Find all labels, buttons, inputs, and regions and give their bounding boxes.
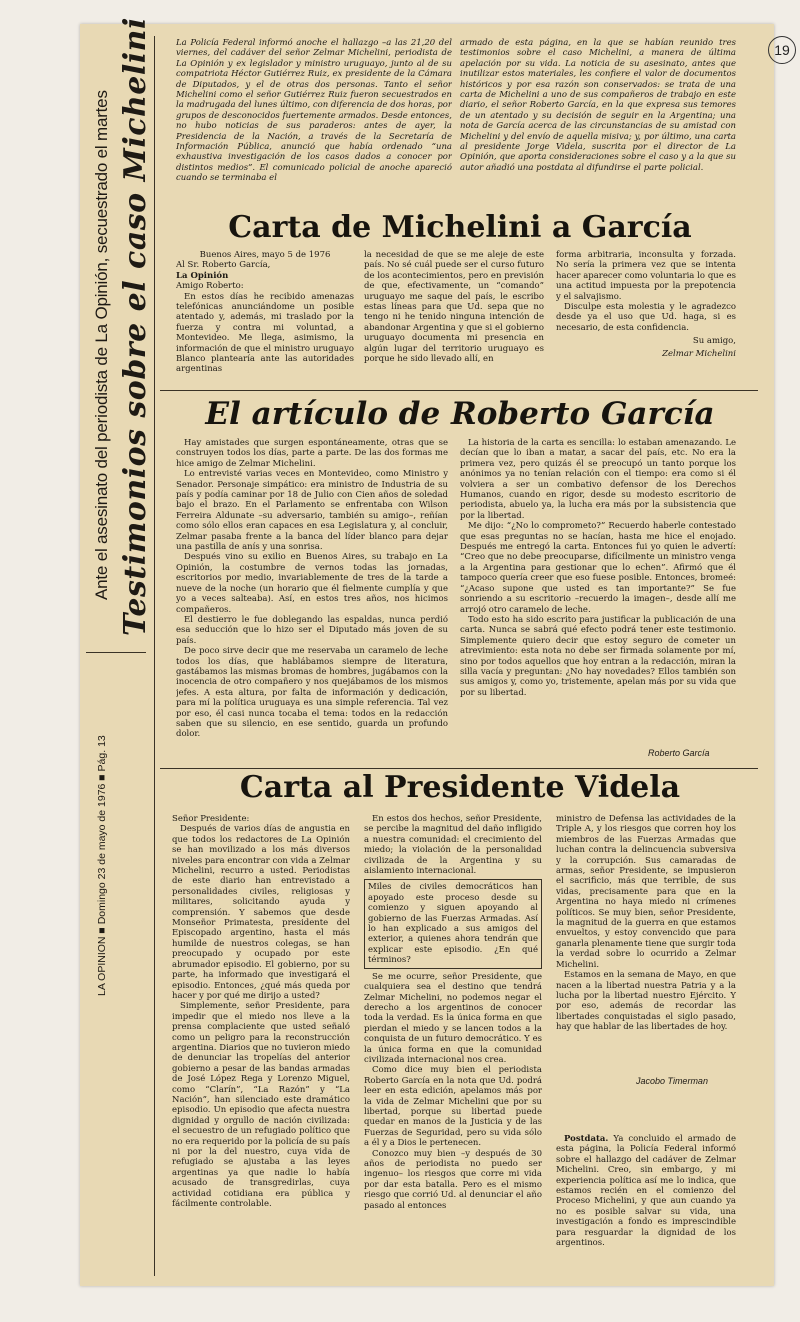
videla-col2-p1: En estos dos hechos, señor Presidente, se percibe la magnitud del daño infligido a nuestra comunidad: el crecimiento del miedo; la violación de la personalidad civilizada de la Argentina y su aislamiento internacional. xyxy=(364,814,542,877)
intro-left-text: La Policía Federal informó anoche el hallazgo –a las 21,20 del viernes, del cadáver del señor Zelmar Michelini, periodista de La Opinión y ex legislador y ministro uruguayo, junto al de su compatriota Héctor Gutiérrez Ruiz, ex presidente de la Cámara de Diputados, y el de otras dos personas. Tanto el señor Michelini como el señor Gutiérrez Ruiz fueron secuestrados en la madrugada del lunes último, con diferencia de dos horas, por grupos de desconocidos fuertemente armados. Desde entonces, no hubo noticias de sus paraderos: antes de ayer, la Presidencia de la Nación, a través de la Secretaría de Información Pública, anunció que había ordenado “una exhaustiva investigación de los casos dados a conocer por distintos medios”. El comunicado policial de anoche apareció cuando se terminaba el xyxy=(176,38,452,184)
videla-col2-p4: Como dice muy bien el periodista Roberto García en la nota que Ud. podrá leer en esta edición, apelamos más por la vida de Zelmar Michelini que por su libertad, porque su libertad puede quedar en manos de la Justicia y de las Fuerzas de Seguridad, pero su vida sólo a él y a Dios le pertenecen. xyxy=(364,1065,542,1149)
postdata-label: Postdata. xyxy=(564,1134,609,1144)
letter-column-1 xyxy=(176,250,354,382)
article-left-p5: De poco sirve decir que me reservaba un caramelo de leche todos los días, que hablábamos siempre de literatura, gastábamos las mismas bromas de hombres, jugábamos con la inocencia de otro compañero y nos quejábamos de los mismos jefes. A esta altura, por falta de información y dedicación, para mí la política uruguaya es una simple referencia. Tal vez por eso, él casi nunca tocaba el tema: todos en la redacción saben que su silencio, en ese sentido, guarda un profundo dolor. xyxy=(176,646,448,740)
letter-col2-text: la necesidad de que se me aleje de este país. No sé cuál puede ser el curso futuro de los acontecimientos, pero en previsión de que, efectivamente, un “comando” uruguayo me saque del país, le escribo estas líneas para que Ud. sepa que no tengo ni he tenido ninguna intención de abandonar Argentina y que si el gobierno uruguayo documenta mi presencia en algún lugar del territorio uruguayo es porque he sido llevado allí, en xyxy=(364,250,544,365)
letter-closing: Su amigo, xyxy=(692,336,736,347)
postdata-block xyxy=(556,1134,736,1270)
letter-date-line: Buenos Aires, mayo 5 de 1976 xyxy=(199,250,331,260)
article-right-p3: Todo esto ha sido escrito para justificar la publicación de una carta. Nunca se sabrá qué efecto podrá tener este testimonio. Simplemente quiero decir que estoy seguro de cometer un atrevimiento: esta nota no debe ser firmada solamente por mí, sino por todos aquellos que hoy entran a la redacción, miran la silla vacía y preguntan: ¿No hay novedades? Ellos también son sus amigos y, como yo, tristemente, apelan más por su vida que por su libertad. xyxy=(460,614,736,698)
videla-col1-p3: Simplemente, señor Presidente, para impedir que el miedo nos lleve a la prensa complaciente que usted señaló como un peligro para la reconstrucción argentina. Diarios que no tuvieron miedo de denunciar las tropelías del anterior gobierno a pesar de las bandas armadas de José López Rega y Lorenzo Miguel, como “Clarín”, “La Razón” y “La Nación”, han silenciado este dramático episodio. Un episodio que afecta nuestra dignidad y orgullo de nación civilizada: el secuestro de un refugiado político que no era requerido por la policía de su país ni por la del nuestro, cuya vida de refugiado se ajustaba a las leyes argentinas ya que nadie lo había acusado de transgredirlas, cuya actividad cotidiana era pública y fácilmente controlable. xyxy=(172,1001,350,1210)
videla-col2-p2: Miles de civiles democráticos han apoyado este proceso desde su comienzo y siguen apoyando al gobierno de las Fuerzas Armadas. Así lo han explicado a sus amigos del exterior, a quienes ahora tendrán que explicar este episodio. ¿En qué términos? xyxy=(364,879,542,968)
letter-col3a-text: forma arbitraria, inconsulta y forzada. No sería la primera vez que se intenta hacer aparecer como voluntaria lo que es una actitud impuesta por la prepotencia y el salvajismo. xyxy=(556,250,736,302)
side-dateline: LA OPINION ■ Domingo 23 de mayo de 1976 ■ Pág. 13 xyxy=(96,735,108,996)
videla-column-2 xyxy=(364,814,542,1270)
article-left-p1: Hay amistades que surgen espontáneamente, otras que se construyen todos los días, parte a parte. De las dos formas me hice amigo de Zelmar Michelini. xyxy=(176,438,448,469)
letter-column-2 xyxy=(364,250,544,382)
letter-recipient: Al Sr. Roberto García, xyxy=(176,260,271,271)
videla-column-3 xyxy=(556,814,736,1076)
article-left-p4: El destierro le fue doblegando las espaldas, nunca perdió esa seducción que lo hizo ser el Diputado más joven de su país. xyxy=(176,614,448,646)
page-number: 19 xyxy=(768,36,796,64)
section-divider-1 xyxy=(160,390,758,391)
side-box-rule xyxy=(86,652,146,653)
videla-heading: Carta al Presidente Videla xyxy=(239,770,681,805)
article-left-column xyxy=(176,438,448,764)
postdata-text: Ya concluido el armado de esta página, la Policía Federal informó sobre el hallazgo del cadáver de Zelmar Michelini. Creo, sin embargo, y mi experiencia política así me lo indica, que estamos recién en el comienzo del Proceso Michelini, y que aun cuando ya no es posible salvar su vida, una investigación a fondo es imprescindible para resguardar la dignidad de los argentinos. xyxy=(556,1134,736,1249)
side-divider xyxy=(154,36,155,1276)
intro-block xyxy=(176,38,736,202)
videla-col2-p3: Se me ocurre, señor Presidente, que cualquiera sea el destino que tendrá Zelmar Michelini, no podemos negar el derecho a los argentinos de conocer toda la verdad. Es la única forma en que pierdan el miedo y se lancen todos a la conquista de un futuro democrático. Y es la única forma en que la comunidad civilizada internacional nos crea. xyxy=(364,971,542,1065)
videla-signature: Jacobo Timerman xyxy=(636,1076,708,1086)
section-divider-2 xyxy=(160,768,758,769)
letter-paper-name: La Opinión xyxy=(176,270,229,281)
intro-right-column xyxy=(460,38,736,202)
article-signature: Roberto García xyxy=(648,748,710,758)
videla-col2-p5: Conozco muy bien –y después de 30 años de periodista no puedo ser ingenuo– los riesgos que corre mi vida por dar esta batalla. Pero es el mismo riesgo que corrió Ud. al denunciar el año pasado al entonces xyxy=(364,1148,542,1211)
videla-col3-p1: ministro de Defensa las actividades de la Triple A, y los riesgos que corren hoy los miembros de las Fuerzas Armadas que luchan contra la delincuencia subversiva y la corrupción. Sus camaradas de armas, señor Presidente, se impusieron el sacrificio, más que terrible, de sus vidas, precisamente para que en la Argentina no haya miedo ni crímenes políticos. Se muy bien, señor Presidente, la magnitud de la guerra en que estamos envueltos, y estoy convencido que para ganarla plenamente tiene que surgir toda la verdad sobre lo ocurrido a Zelmar Michelini. xyxy=(556,814,736,970)
article-heading: El artículo de Roberto García xyxy=(205,396,715,432)
article-right-column xyxy=(460,438,736,738)
videla-col1-p1: Señor Presidente: xyxy=(172,814,250,824)
article-right-p2: Me dijo: “¿No lo comprometo?” Recuerdo haberle contestado que esas preguntas no se hacían, hasta me hice el enojado. Después me entregó la carta. Entonces fui yo quien le advertí: “Creo que no debe preocuparse, difícilmente un ministro venga a la Argentina para gestionar que lo echen”. Afirmó que él tampoco quería creer que eso fuese posible. Entonces, bromeé: “¿Acaso supone que usted es tan importante?” Se fue sonriendo a su escritorio –recuerdo la imagen–, desde allí me arrojó otro caramelo de leche. xyxy=(460,521,736,615)
letter-heading: Carta de Michelini a García xyxy=(228,210,692,245)
side-title: Testimonios sobre el caso Michelini xyxy=(118,17,153,636)
videla-col3-p2: Estamos en la semana de Mayo, en que nacen a la libertad nuestra Patria y a la lucha por la libertad nuestro Ejército. Y por eso, además de recordar las libertades conquistadas el siglo pasado, hay que hablar de las libertades de hoy. xyxy=(556,970,736,1033)
side-kicker: Ante el asesinato del periodista de La Opinión, secuestrado el martes xyxy=(92,90,111,600)
letter-col1-text: En estos días he recibido amenazas telefónicas anunciándome un posible atentado y, además, mi traslado por la fuerza y contra mi voluntad, a Montevideo. Me llega, asimismo, la información de que el ministro uruguayo Blanco plantearía ante las autoridades argentinas xyxy=(176,291,354,375)
letter-salutation: Amigo Roberto: xyxy=(176,281,244,292)
videla-column-1 xyxy=(172,814,350,1270)
article-left-p2: Lo entrevisté varias veces en Montevideo, como Ministro y Senador. Personaje simpático: era ministro de Industria de su país y podía caminar por 18 de Julio con Cien años de soledad bajo el brazo. En el Parlamento se enfrentaba con Wilson Ferreira Aldunate –su adversario, también su amigo–, reñían como sólo ellos eran capaces en esa Legislatura y, al concluir, Zelmar pasaba frente a la banca del líder blanco para dejar una pastilla de anís y una sonrisa. xyxy=(176,469,448,553)
letter-signature: Zelmar Michelini xyxy=(662,348,736,359)
letter-column-3 xyxy=(556,250,736,382)
article-left-p3: Después vino su exilio en Buenos Aires, su trabajo en La Opinión, la costumbre de vernos todas las jornadas, escritorios por medio, invariablemente de tres de la tarde a nueve de la noche (un horario que él fielmente cumplía y que yo a veces salteaba). Así, en estos tres años, nos hicimos compañeros. xyxy=(176,552,448,615)
letter-col3b-text: Disculpe esta molestia y le agradezco desde ya el uso que Ud. haga, si es necesario, de esta confidencia. xyxy=(556,302,736,333)
intro-right-text: armado de esta página, en la que se habían reunido tres testimonios sobre el caso Michelini, a manera de última apelación por su vida. La noticia de su asesinato, antes que inutilizar estos materiales, les confiere el valor de documentos históricos y por esa razón son conservados: se trata de una carta de Michelini a uno de sus compañeros de trabajo en este diario, el señor Roberto García, en la que expresa sus temores de un atentado y su decisión de seguir en la Argentina; una nota de García acerca de las circunstancias de su amistad con Michelini y del envío de aquella misiva; y, por último, una carta al presidente Jorge Videla, suscrita por el director de La Opinión, que aporta consideraciones sobre el caso y a la que su autor añadió una postdata al difundirse el parte policial. xyxy=(460,38,736,173)
article-right-p1: La historia de la carta es sencilla: lo estaban amenazando. Le decían que lo iban a matar, a sacar del país, etc. No era la primera vez, pero quizás él se preocupó un tanto porque los anónimos ya no tenían relación con el tiempo: era como si él volviera a ser un combativo defensor de los Derechos Humanos, cuando en rigor, desde su modesto escritorio de periodista, abuelo ya, la lucha era más por la subsistencia que por la libertad. xyxy=(460,438,736,521)
videla-col1-p2: Después de varios días de angustia en que todos los redactores de La Opinión se han movilizado a los más diversos niveles para encontrar con vida a Zelmar Michelini, recurro a usted. Periodistas de este diario han entrevistado a personalidades civiles, religiosas y militares, solicitando ayuda y comprensión. Y sabemos que desde Monseñor Primatesta, presidente del Episcopado argentino, hasta el más humilde de nuestros colegas, se han preocupado y ocupado por este abrumador episodio. El gobierno, por su parte, ha informado que investigará el episodio. Entonces, ¿qué más queda por hacer y por qué me dirijo a usted? xyxy=(172,824,350,1001)
intro-left-column xyxy=(176,38,452,202)
